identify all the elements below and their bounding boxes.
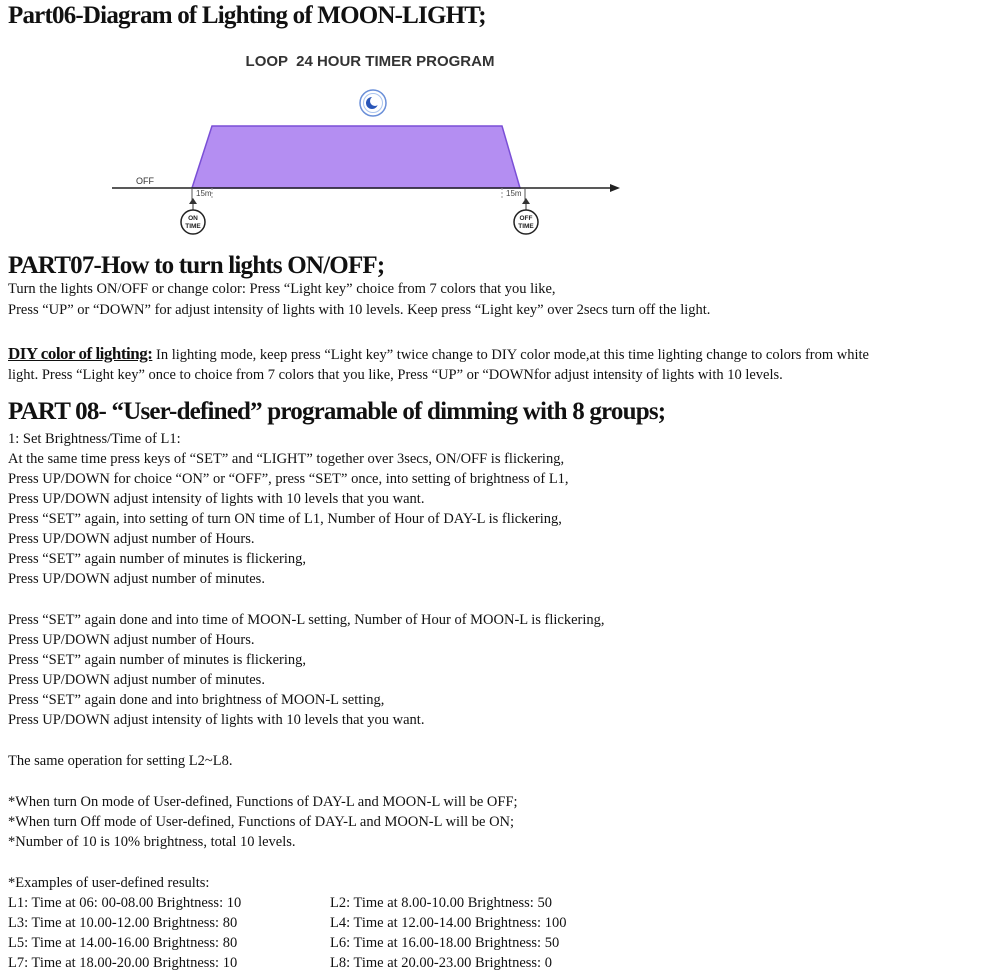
crescent-moon-icon xyxy=(360,90,386,116)
example-l8: L8: Time at 20.00-23.00 Brightness: 0 xyxy=(330,955,552,971)
diy-color-text: In lighting mode, keep press “Light key” twice change to DIY color mode,at this time lighting change to colors from white xyxy=(152,347,869,363)
off-time-pointer-arrow xyxy=(522,198,530,204)
example-l7: L7: Time at 18.00-20.00 Brightness: 10 xyxy=(8,955,238,971)
example-row xyxy=(8,893,552,913)
part08-note: *When turn On mode of User-defined, Functions of DAY-L and MOON-L will be OFF; xyxy=(8,794,518,810)
part08-line: At the same time press keys of “SET” and “LIGHT” together over 3secs, ON/OFF is flickering, xyxy=(8,451,565,467)
moonlight-profile xyxy=(192,126,520,188)
part08-line: Press UP/DOWN adjust number of minutes. xyxy=(8,571,265,587)
part06-heading: Part06-Diagram of Lighting of MOON-LIGHT; xyxy=(8,2,486,29)
example-l4: L4: Time at 12.00-14.00 Brightness: 100 xyxy=(330,915,567,931)
part08-note: *Number of 10 is 10% brightness, total 10 levels. xyxy=(8,834,296,850)
part07-line: Press “UP” or “DOWN” for adjust intensity of lights with 10 levels. Keep press “Light key” over 2secs turn off the light. xyxy=(8,302,711,318)
part08-note: *When turn Off mode of User-defined, Functions of DAY-L and MOON-L will be ON; xyxy=(8,814,515,830)
ramp-left-label: 15m xyxy=(196,189,212,198)
diagram-title: LOOP 24 HOUR TIMER PROGRAM xyxy=(245,53,495,70)
part08-heading: PART 08- “User-defined” programable of dimming with 8 groups; xyxy=(8,398,666,425)
part07-heading: PART07-How to turn lights ON/OFF; xyxy=(8,252,385,279)
part08-line: Press UP/DOWN adjust number of Hours. xyxy=(8,632,255,648)
part08-line: Press UP/DOWN adjust intensity of lights with 10 levels that you want. xyxy=(8,491,425,507)
moonlight-timer-diagram xyxy=(0,40,993,240)
example-l2: L2: Time at 8.00-10.00 Brightness: 50 xyxy=(330,895,552,911)
ramp-right-label: 15m xyxy=(506,189,522,198)
part08-line: Press UP/DOWN for choice “ON” or “OFF”, press “SET” once, into setting of brightness of L1, xyxy=(8,471,569,487)
part08-line: Press UP/DOWN adjust number of minutes. xyxy=(8,672,265,688)
off-label: OFF xyxy=(136,176,154,186)
part08-line: Press “SET” again done and into brightness of MOON-L setting, xyxy=(8,692,385,708)
part08-line: Press “SET” again done and into time of MOON-L setting, Number of Hour of MOON-L is flickering, xyxy=(8,612,605,628)
part08-line: Press “SET” again number of minutes is flickering, xyxy=(8,652,306,668)
example-l3: L3: Time at 10.00-12.00 Brightness: 80 xyxy=(8,915,238,931)
example-l6: L6: Time at 16.00-18.00 Brightness: 50 xyxy=(330,935,560,951)
example-l1: L1: Time at 06: 00-08.00 Brightness: 10 xyxy=(8,895,242,911)
example-row xyxy=(8,933,560,953)
part08-line: Press UP/DOWN adjust number of Hours. xyxy=(8,531,255,547)
example-row xyxy=(8,913,567,933)
off-time-label-line2: TIME xyxy=(518,223,534,230)
diy-color-line: light. Press “Light key” once to choice from 7 colors that you like, Press “UP” or “DOWNfor adjust intensity of lights with 10 levels. xyxy=(8,367,783,383)
off-time-label-line1: OFF xyxy=(519,215,533,222)
on-time-pointer-arrow xyxy=(189,198,197,204)
timeline-arrow xyxy=(610,184,620,192)
part08-line: Press “SET” again number of minutes is flickering, xyxy=(8,551,306,567)
on-time-label-line1: ON xyxy=(188,215,198,222)
on-time-label-line2: TIME xyxy=(185,223,201,230)
part08-line: The same operation for setting L2~L8. xyxy=(8,753,233,769)
part08-line: Press UP/DOWN adjust intensity of lights with 10 levels that you want. xyxy=(8,712,425,728)
diy-color-label: DIY color of lighting: xyxy=(8,344,153,363)
off-time-badge xyxy=(514,210,538,234)
part08-line: 1: Set Brightness/Time of L1: xyxy=(8,431,181,447)
example-row xyxy=(8,953,552,973)
part08-line: Press “SET” again, into setting of turn ON time of L1, Number of Hour of DAY-L is flickering, xyxy=(8,511,562,527)
part07-line: Turn the lights ON/OFF or change color: Press “Light key” choice from 7 colors that you like, xyxy=(8,281,556,297)
examples-heading: *Examples of user-defined results: xyxy=(8,875,210,891)
example-l5: L5: Time at 14.00-16.00 Brightness: 80 xyxy=(8,935,238,951)
on-time-badge xyxy=(181,210,205,234)
diy-color-paragraph xyxy=(8,344,869,365)
